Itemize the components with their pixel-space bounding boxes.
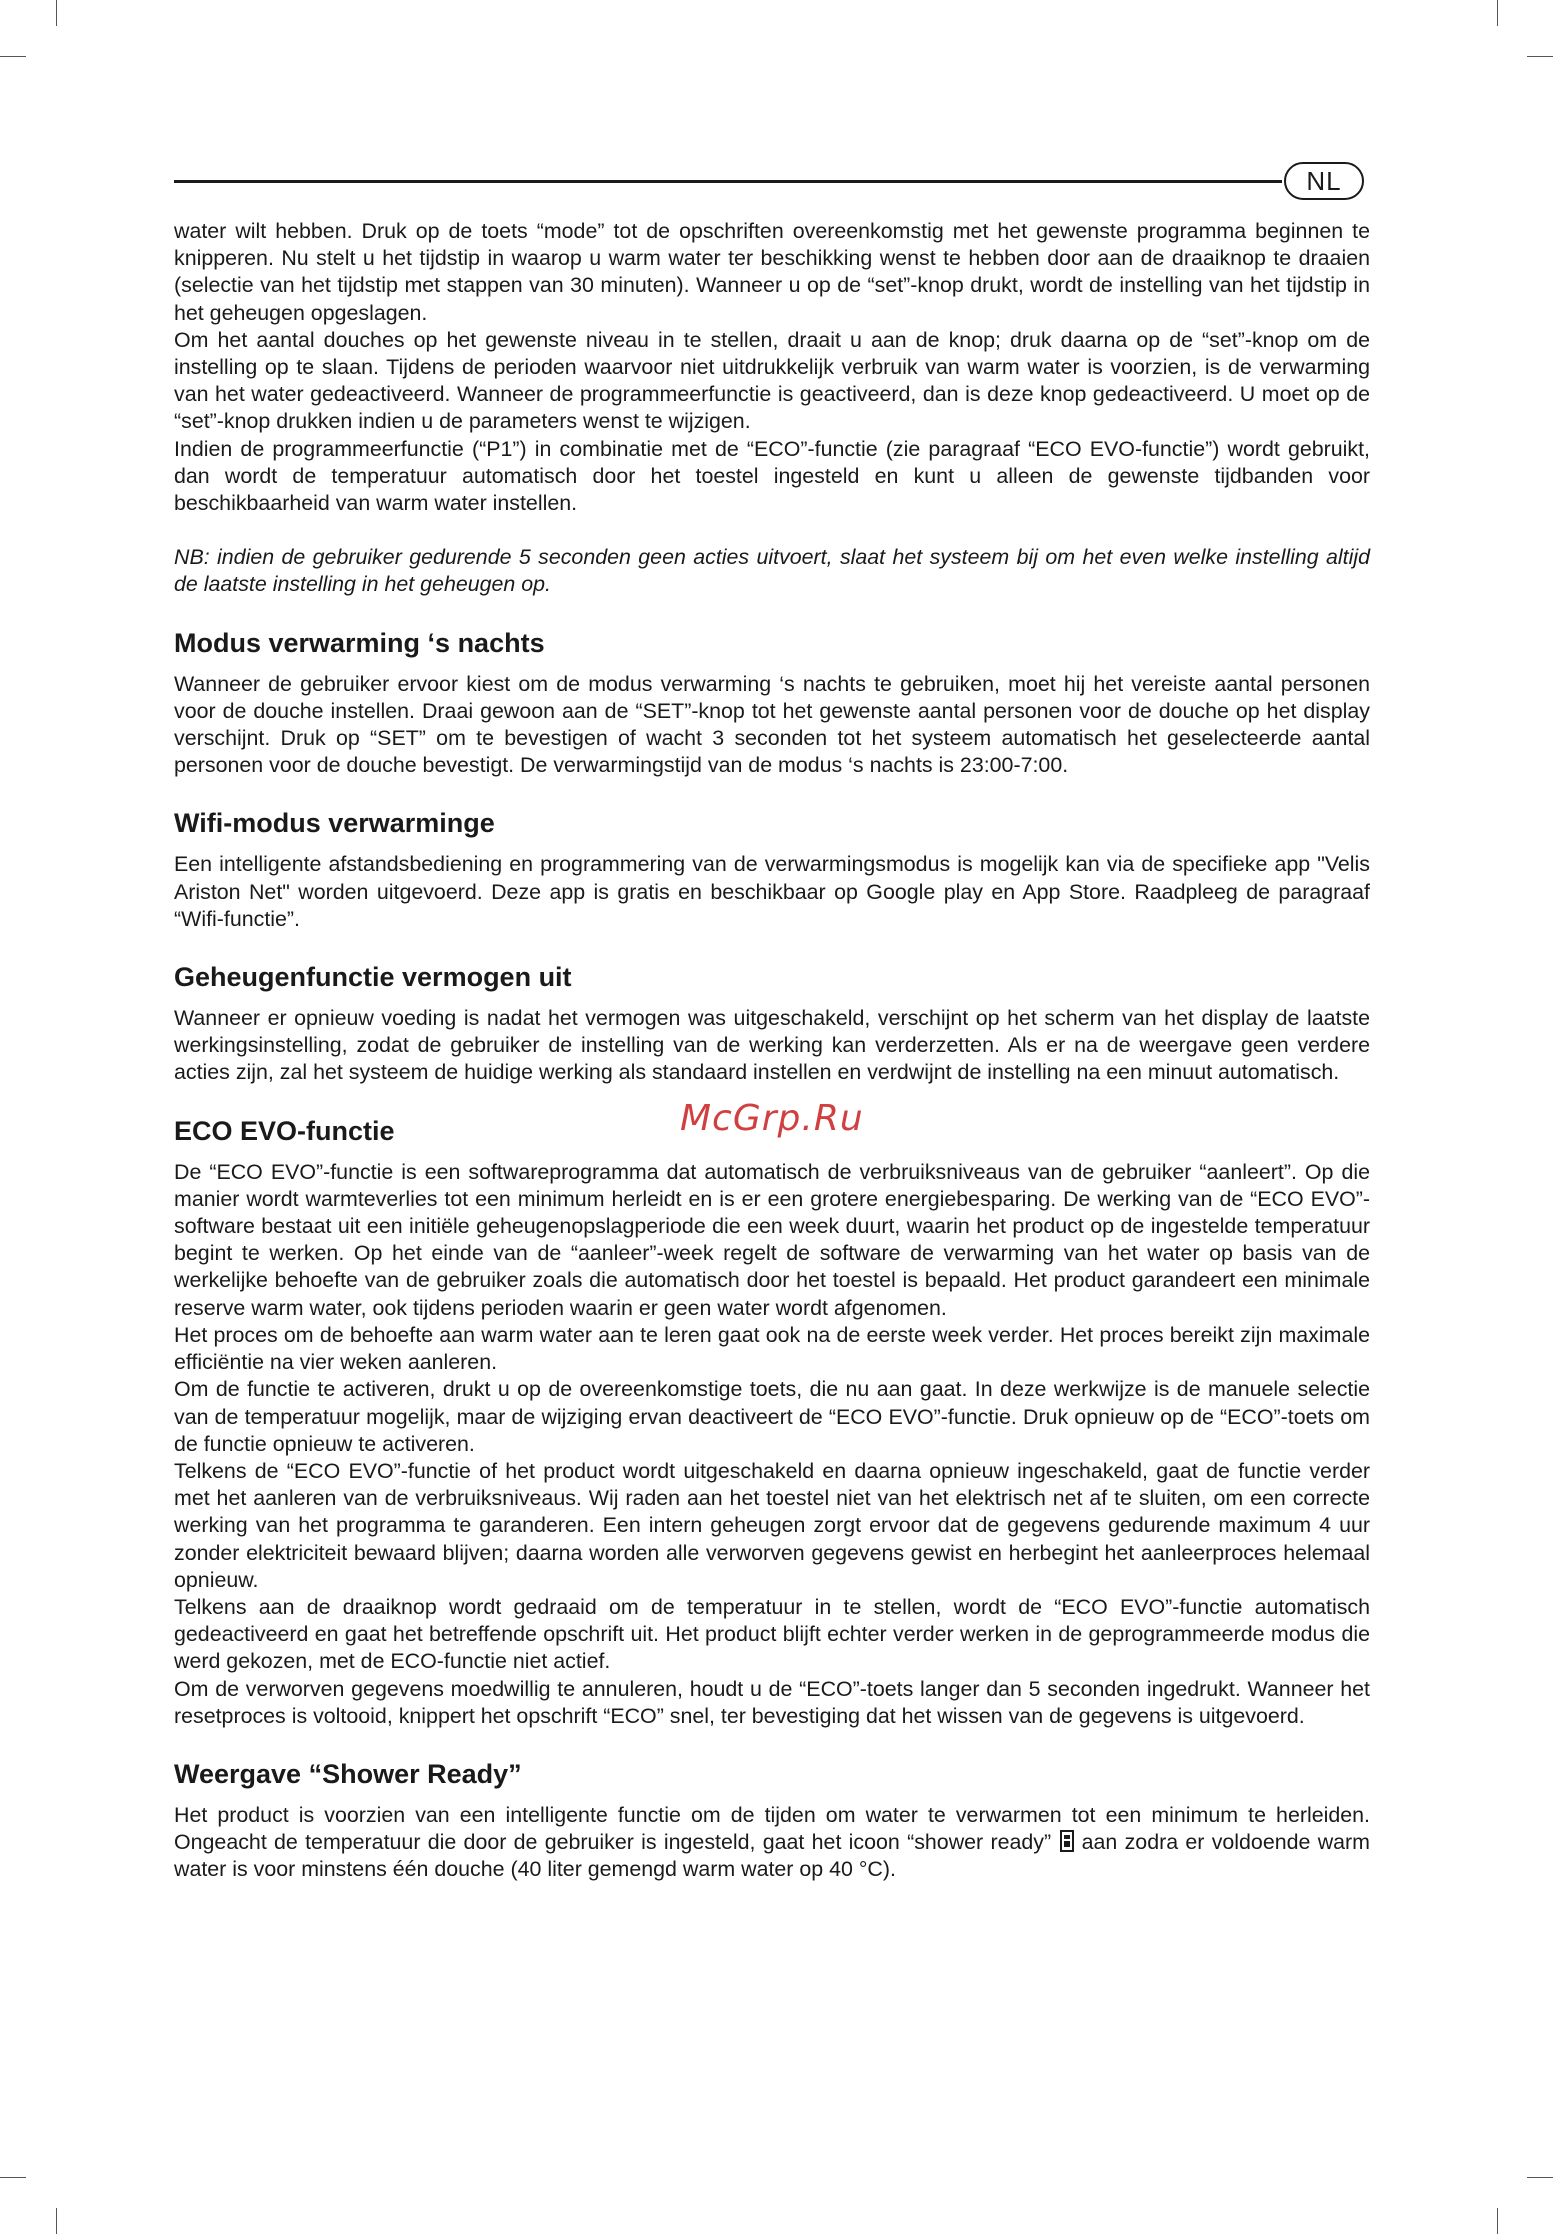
shower-text-after: aan zodra er voldoende warm water is voor minstens één douche (40 liter gemengd warm water op 40 °C). <box>174 1830 1370 1882</box>
eco-paragraph: Telkens de “ECO EVO”-functie of het product wordt uitgeschakeld en daarna opnieuw ingeschakeld, gaat de functie verder met het aanleren van de verbruiksniveaus. Wij raden aan het toestel niet van het elektrisch net af te sluiten, om een correcte werking van het programma te garanderen. Een intern geheugen zorgt ervoor dat de gegevens gedurende maximum 4 uur zonder elektriciteit bewaard blijven; daarna worden alle verworven gegevens gewist en herbegint het aanleerproces helemaal opnieuw. <box>174 1458 1370 1592</box>
shower-text-before: Het product is voorzien van een intelligente functie om de tijden om water te verwarmen tot een minimum te herleiden. Ongeacht de temperatuur die door de gebruiker is ingesteld, gaat het icoon “shower ready” <box>174 1802 1370 1855</box>
night-paragraph: Wanneer de gebruiker ervoor kiest om de modus verwarming ‘s nachts te gebruiken, moet hij het vereiste aantal personen voor de douche instellen. Draai gewoon aan de “SET”-knop tot het gewenste aantal personen voor de douche op het display verschijnt. Druk op “SET” om te bevestigen of wacht 3 seconden tot het systeem automatisch het geselecteerde aantal personen voor de douche bevestigt. De verwarmingstijd van de modus ‘s nachts is 23:00-7:00. <box>174 671 1370 778</box>
intro-paragraph: Om het aantal douches op het gewenste niveau in te stellen, draait u aan de knop; druk daarna op de “set”-knop om de instelling op te slaan. Tijdens de perioden waarvoor niet uitdrukkelijk verbruik van warm water is voorzien, is de verwarming van het water gedeactiveerd. Wanneer de programmeerfunctie is geactiveerd, dan is deze knop gedeactiveerd. U moet op de “set”-knop drukken indien u de parameters wenst te wijzigen. <box>174 327 1370 434</box>
section-title-wifi: Wifi-modus verwarminge <box>174 808 495 839</box>
crop-mark <box>1527 2177 1553 2178</box>
intro-paragraph: water wilt hebben. Druk op de toets “mode” tot de opschriften overeenkomstig met het gewenste programma beginnen te knipperen. Nu stelt u het tijdstip in waarop u warm water ter beschikking wenst te hebben door aan de draaiknop te draaien (selectie van het tijdstip met stappen van 30 minuten). Wanneer u op de “set”-knop drukt, wordt de instelling van het tijdstip in het geheugen opgeslagen. <box>174 219 1370 325</box>
crop-mark <box>1497 0 1498 26</box>
shower-paragraph <box>174 1802 1370 1884</box>
crop-mark <box>0 2177 26 2178</box>
crop-mark <box>56 0 57 26</box>
note-paragraph: NB: indien de gebruiker gedurende 5 seconden geen acties uitvoert, slaat het systeem bij om het even welke instelling altijd de laatste instelling in het geheugen op. <box>174 545 1370 597</box>
shower-ready-icon <box>1060 1830 1074 1852</box>
language-badge: NL <box>1284 162 1364 200</box>
eco-paragraph: Het proces om de behoefte aan warm water aan te leren gaat ook na de eerste week verder. Het proces bereikt zijn maximale efficiëntie na vier weken aanleren. <box>174 1322 1370 1375</box>
section-title-shower: Weergave “Shower Ready” <box>174 1758 522 1789</box>
eco-paragraph: Telkens aan de draaiknop wordt gedraaid om de temperatuur in te stellen, wordt de “ECO EVO”-functie automatisch gedeactiveerd en gaat het betreffende opschrift uit. Het product blijft echter verder werken in de geprogrammeerde modus die werd gekozen, met de ECO-functie niet actief. <box>174 1594 1370 1674</box>
eco-paragraph: De “ECO EVO”-functie is een softwareprogramma dat automatisch de verbruiksniveaus van de gebruiker “aanleert”. Op die manier wordt warmteverlies tot een minimum herleidt en is er een grotere energiebesparing. De werking van de “ECO EVO”-software bestaat uit een initiële geheugenopslagperiode die een week duurt, waarin het product op de ingestelde temperatuur begint te werken. Op het einde van de “aanleer”-week regelt de software de verwarming van het water op basis van de werkelijke behoefte van de gebruiker zoals die automatisch door het toestel is bepaald. Het product garandeert een minimale reserve warm water, ook tijdens perioden waarin er geen water wordt afgenomen. <box>174 1159 1370 1320</box>
eco-paragraph: Om de functie te activeren, drukt u op de overeenkomstige toets, die nu aan gaat. In deze werkwijze is de manuele selectie van de temperatuur mogelijk, maar de wijziging ervan deactiveert de “ECO EVO”-functie. Druk opnieuw op de “ECO”-toets om de functie opnieuw te activeren. <box>174 1377 1370 1456</box>
header-rule <box>174 180 1282 183</box>
crop-mark <box>0 56 26 57</box>
page-content <box>174 218 1370 1884</box>
eco-paragraph: Om de verworven gegevens moedwillig te annuleren, houdt u de “ECO”-toets langer dan 5 seconden ingedrukt. Wanneer het resetproces is voltooid, knippert het opschrift “ECO” snel, ter bevestiging dat het wissen van de gegevens is uitgevoerd. <box>174 1676 1370 1728</box>
crop-mark <box>1497 2208 1498 2234</box>
intro-paragraph: Indien de programmeerfunctie (“P1”) in combinatie met de “ECO”-functie (zie paragraaf “ECO EVO-functie”) wordt gebruikt, dan wordt de temperatuur automatisch door het toestel ingesteld en kunt u alleen de gewenste tijdbanden voor beschikbaarheid van warm water instellen. <box>174 436 1370 516</box>
watermark: McGrp.Ru <box>680 1098 864 1139</box>
crop-mark <box>56 2208 57 2234</box>
memory-paragraph: Wanneer er opnieuw voeding is nadat het vermogen was uitgeschakeld, verschijnt op het scherm van het display de laatste werkingsinstelling, zodat de gebruiker de instelling van de werking kan verderzetten. Als er na de weergave geen verdere acties zijn, zal het systeem de huidige werking als standaard instellen en verdwijnt de instelling na een minuut automatisch. <box>174 1006 1370 1085</box>
wifi-paragraph: Een intelligente afstandsbediening en programmering van de verwarmingsmodus is mogelijk kan via de specifieke app "Velis Ariston Net" worden uitgevoerd. Deze app is gratis en beschikbaar op Google play en App Store. Raadpleeg de paragraaf “Wifi-functie”. <box>174 852 1370 931</box>
section-title-night: Modus verwarming ‘s nachts <box>174 627 545 658</box>
crop-mark <box>1527 56 1553 57</box>
section-title-eco: ECO EVO-functie <box>174 1115 395 1146</box>
section-title-memory: Geheugenfunctie vermogen uit <box>174 962 572 993</box>
